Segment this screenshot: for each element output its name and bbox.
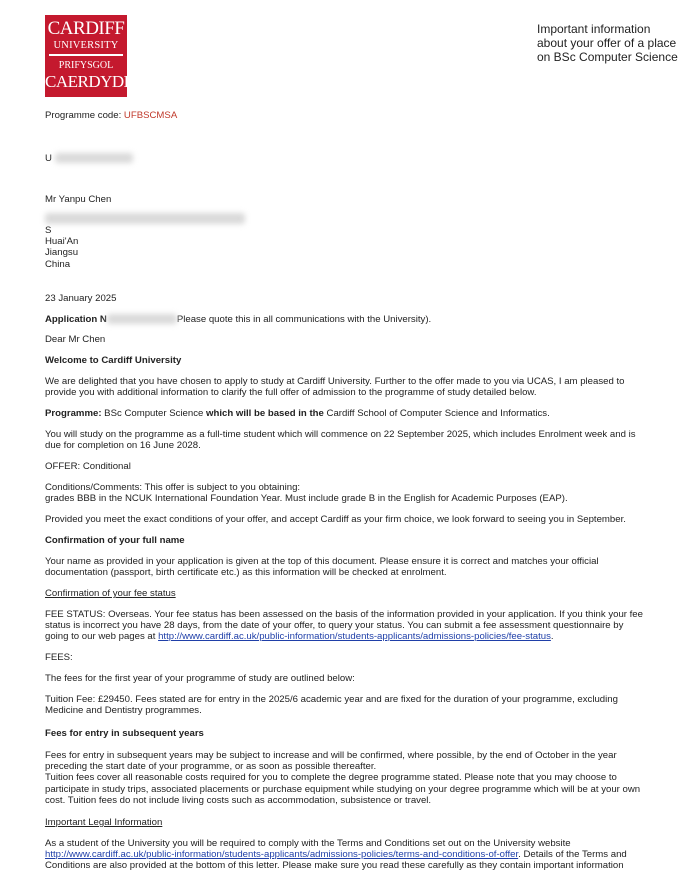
- programme-label: Programme:: [45, 408, 102, 419]
- legal-line-2-end: . Details of the Terms and: [518, 849, 627, 861]
- recipient-address: [45, 225, 645, 270]
- provided-paragraph: Provided you meet the exact conditions of your offer, and accept Cardiff as your firm choice, we look forward to seeing you in September.: [45, 514, 626, 525]
- legal-line-2: [45, 849, 645, 860]
- terms-link[interactable]: http://www.cardiff.ac.uk/public-information/students-applicants/admissions-policies/terms-and-conditions-of-offer: [45, 849, 519, 861]
- intro-line-1: We are delighted that you have chosen to apply to study at Cardiff University. Further to the offer made to you via UCAS, I am pleased to: [45, 376, 625, 387]
- full-name-paragraph: [45, 556, 645, 578]
- programme-code-label: Programme code:: [45, 110, 124, 121]
- welcome-heading: Welcome to Cardiff University: [45, 355, 182, 366]
- programme-school: Cardiff School of Computer Science and Informatics.: [323, 408, 550, 419]
- subsequent-line-4: participate in study trips, associated placements or purchase equipment while studying on your degree programme which will be at your own: [45, 783, 641, 795]
- full-name-heading: Confirmation of your full name: [45, 535, 185, 546]
- subsequent-line-3: Tuition fees cover all reasonable costs required for you to complete the degree programme stated. Please note that you may choose to: [45, 772, 617, 784]
- programme-code-value: UFBSCMSA: [123, 110, 178, 121]
- redacted-application-number: [107, 314, 177, 324]
- logo-divider: [49, 54, 123, 56]
- legal-paragraph: [45, 838, 645, 872]
- logo-line-caerdydd: CAERDYDD: [45, 72, 136, 91]
- redacted-address: [45, 213, 245, 224]
- conditions-line-1: Conditions/Comments: This offer is subject to you obtaining:: [45, 482, 301, 493]
- offer-status: OFFER: Conditional: [45, 461, 131, 472]
- salutation: Dear Mr Chen: [45, 334, 106, 345]
- subsequent-line-5: cost. Tuition fees do not include living costs such as accommodation, subsistence or travel.: [45, 794, 432, 806]
- study-line-2: due for completion on 16 June 2028.: [45, 440, 201, 452]
- conditions-paragraph: [45, 482, 645, 504]
- fees-label: FEES:: [45, 652, 73, 663]
- logo-line-prifysgol: PRIFYSGOL: [58, 60, 114, 71]
- logo-line-university: UNIVERSITY: [53, 40, 119, 51]
- reference-prefix: U: [45, 153, 52, 164]
- tuition-line-1: Tuition Fee: £29450. Fees stated are for entry in the 2025/6 academic year and are fixed for the duration of your programme, excluding: [45, 694, 618, 705]
- subsequent-years-paragraph: [45, 750, 645, 806]
- fee-status-heading: Confirmation of your fee status: [45, 588, 176, 599]
- redacted-address-line: [45, 213, 645, 224]
- fee-status-line-2: status is incorrect you have 28 days, from the date of your offer, to query your status. You can submit a fee assessment questionnaire by: [45, 620, 624, 632]
- recipient-name: Mr Yanpu Chen: [45, 194, 112, 205]
- tuition-line-2: Medicine and Dentistry programmes.: [45, 705, 202, 717]
- intro-paragraph: [45, 376, 645, 398]
- programme-name: BSc Computer Science: [101, 408, 207, 419]
- programme-mid: which will be based in the: [206, 408, 324, 419]
- programme-line: [45, 408, 645, 419]
- programme-code: [45, 110, 645, 121]
- address-city: Huai'An: [45, 236, 79, 248]
- letter-date: 23 January 2025: [45, 293, 117, 304]
- address-initial: S: [45, 225, 52, 236]
- address-country: China: [45, 258, 71, 270]
- subsequent-line-1: Fees for entry in subsequent years may be subject to increase and will be confirmed, where possible, by the end of October in the year: [45, 750, 617, 761]
- legal-line-1: As a student of the University you will be required to comply with the Terms and Conditions set out on the University website: [45, 838, 571, 849]
- legal-heading: Important Legal Information: [45, 817, 163, 828]
- study-paragraph: [45, 429, 645, 451]
- fee-status-paragraph: [45, 609, 645, 643]
- redacted-reference: [55, 153, 133, 163]
- intro-line-2: provide you with additional information to clarify the full offer of admission to the programme of study detailed below.: [45, 387, 537, 399]
- fee-status-line-3: [45, 631, 645, 642]
- fee-status-line-3-text: going to our web pages at: [45, 631, 159, 643]
- application-label: Application N: [45, 314, 107, 325]
- application-suffix: Please quote this in all communications with the University).: [176, 314, 432, 325]
- subsequent-years-heading: Fees for entry in subsequent years: [45, 728, 204, 739]
- tuition-paragraph: [45, 694, 645, 716]
- full-name-line-1: Your name as provided in your application is given at the top of this document. Please ensure it is correct and matches your official: [45, 556, 599, 567]
- address-province: Jiangsu: [45, 247, 79, 259]
- subsequent-line-2: preceding the start date of your programme, or as soon as possible thereafter.: [45, 761, 377, 773]
- fee-status-line-3-end: .: [550, 631, 554, 643]
- fee-status-link[interactable]: http://www.cardiff.ac.uk/public-information/students-applicants/admissions-policies/fee-status: [158, 631, 551, 643]
- fee-status-line-1: FEE STATUS: Overseas. Your fee status has been assessed on the basis of the information provided in your application. If you think your fee: [45, 609, 643, 620]
- full-name-line-2: documentation (passport, birth certificate etc.) as this information will be checked at enrolment.: [45, 567, 447, 579]
- cardiff-university-logo: [45, 15, 136, 97]
- header-note: Important information about your offer of a place on BSc Computer Science: [537, 22, 678, 64]
- application-line: [45, 314, 645, 325]
- legal-line-3: Conditions are also provided at the bottom of this letter. Please make sure you read these carefully as they contain important information: [45, 860, 624, 872]
- conditions-line-2: grades BBB in the NCUK International Foundation Year. Must include grade B in the English for Academic Purposes (EAP).: [45, 493, 568, 505]
- logo-line-cardiff: CARDIFF: [47, 18, 125, 39]
- study-line-1: You will study on the programme as a full-time student which will commence on 22 September 2025, which includes Enrolment week and is: [45, 429, 636, 440]
- fees-intro: The fees for the first year of your programme of study are outlined below:: [45, 673, 355, 684]
- reference-line: [45, 153, 645, 164]
